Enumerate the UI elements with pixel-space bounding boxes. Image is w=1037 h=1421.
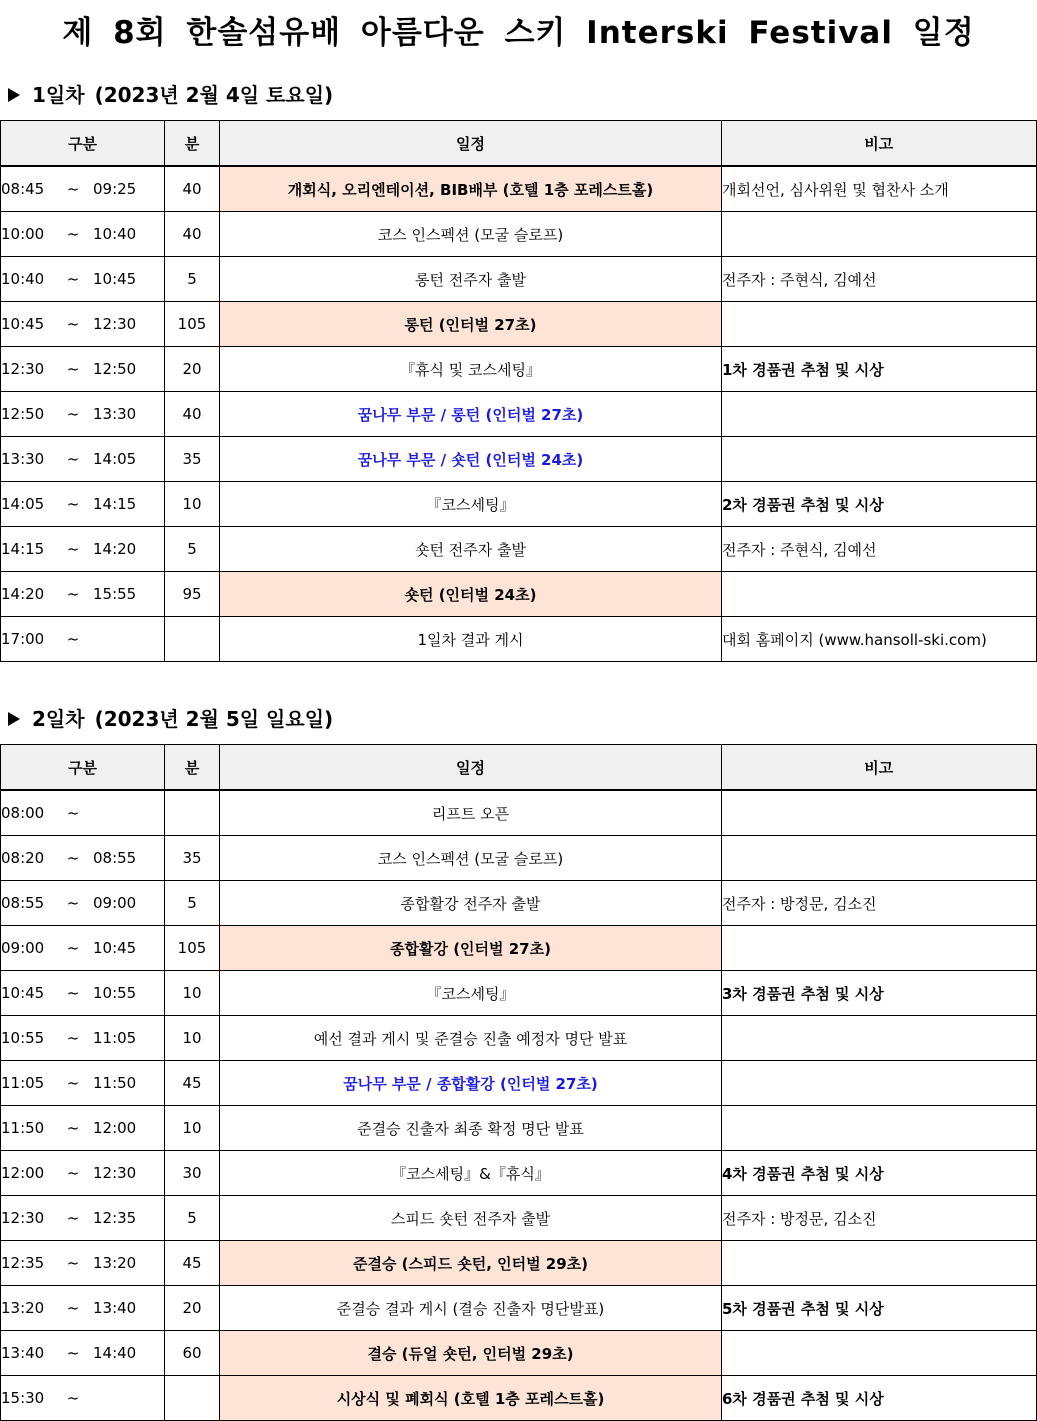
time-cell: 10:40 ~ 10:45 bbox=[1, 257, 165, 302]
note-cell: 4차 경품권 추첨 및 시상 bbox=[722, 1151, 1037, 1196]
triangle-bullet-icon bbox=[8, 712, 20, 726]
minutes-cell: 35 bbox=[165, 836, 220, 881]
minutes-cell: 40 bbox=[165, 392, 220, 437]
triangle-bullet-icon bbox=[8, 88, 20, 102]
table-row bbox=[1, 1286, 1037, 1331]
time-cell: 08:55 ~ 09:00 bbox=[1, 881, 165, 926]
minutes-cell bbox=[165, 617, 220, 662]
time-cell: 13:20 ~ 13:40 bbox=[1, 1286, 165, 1331]
table-row bbox=[1, 572, 1037, 617]
day1-label: 1일차 bbox=[32, 83, 85, 107]
table-row bbox=[1, 302, 1037, 347]
table-row bbox=[1, 392, 1037, 437]
minutes-cell: 45 bbox=[165, 1241, 220, 1286]
event-cell: 『코스세팅』 bbox=[220, 971, 722, 1016]
time-cell: 10:45 ~ 12:30 bbox=[1, 302, 165, 347]
note-cell bbox=[722, 392, 1037, 437]
note-cell bbox=[722, 836, 1037, 881]
minutes-cell: 60 bbox=[165, 1331, 220, 1376]
note-cell bbox=[722, 437, 1037, 482]
table-header-row bbox=[1, 121, 1037, 167]
table-row bbox=[1, 482, 1037, 527]
table-row bbox=[1, 881, 1037, 926]
header-time: 구분 bbox=[1, 745, 165, 791]
table-row bbox=[1, 1061, 1037, 1106]
time-cell: 10:00 ~ 10:40 bbox=[1, 212, 165, 257]
table-row bbox=[1, 926, 1037, 971]
header-time: 구분 bbox=[1, 121, 165, 167]
time-cell: 14:15 ~ 14:20 bbox=[1, 527, 165, 572]
day1-date: (2023년 2월 4일 토요일) bbox=[94, 83, 334, 107]
header-note: 비고 bbox=[722, 745, 1037, 791]
event-cell: 종합활강 (인터벌 27초) bbox=[220, 926, 722, 971]
table-row bbox=[1, 1151, 1037, 1196]
time-cell: 11:05 ~ 11:50 bbox=[1, 1061, 165, 1106]
header-schedule: 일정 bbox=[220, 745, 722, 791]
event-cell: 코스 인스펙션 (모굴 슬로프) bbox=[220, 836, 722, 881]
time-cell: 08:45 ~ 09:25 bbox=[1, 166, 165, 212]
table-row bbox=[1, 617, 1037, 662]
table-row bbox=[1, 347, 1037, 392]
table-header-row bbox=[1, 745, 1037, 791]
note-cell: 전주자 : 주현식, 김예선 bbox=[722, 527, 1037, 572]
table-row bbox=[1, 836, 1037, 881]
event-cell: 종합활강 전주자 출발 bbox=[220, 881, 722, 926]
table-row bbox=[1, 212, 1037, 257]
event-cell: 코스 인스펙션 (모굴 슬로프) bbox=[220, 212, 722, 257]
table-row bbox=[1, 437, 1037, 482]
time-cell: 17:00 ~ bbox=[1, 617, 165, 662]
minutes-cell: 20 bbox=[165, 1286, 220, 1331]
day1-schedule-table bbox=[0, 120, 1037, 662]
minutes-cell: 105 bbox=[165, 302, 220, 347]
minutes-cell: 5 bbox=[165, 1196, 220, 1241]
event-cell: 꿈나무 부문 / 롱턴 (인터벌 27초) bbox=[220, 392, 722, 437]
note-cell: 2차 경품권 추첨 및 시상 bbox=[722, 482, 1037, 527]
minutes-cell: 35 bbox=[165, 437, 220, 482]
table-row bbox=[1, 1196, 1037, 1241]
time-cell: 12:30 ~ 12:35 bbox=[1, 1196, 165, 1241]
event-cell: 예선 결과 게시 및 준결승 진출 예정자 명단 발표 bbox=[220, 1016, 722, 1061]
table-row bbox=[1, 166, 1037, 212]
event-cell: 꿈나무 부문 / 종합활강 (인터벌 27초) bbox=[220, 1061, 722, 1106]
minutes-cell bbox=[165, 790, 220, 836]
table-row bbox=[1, 1106, 1037, 1151]
time-cell: 12:35 ~ 13:20 bbox=[1, 1241, 165, 1286]
table-row bbox=[1, 1016, 1037, 1061]
minutes-cell bbox=[165, 1376, 220, 1421]
time-cell: 14:20 ~ 15:55 bbox=[1, 572, 165, 617]
time-cell: 10:55 ~ 11:05 bbox=[1, 1016, 165, 1061]
note-cell bbox=[722, 790, 1037, 836]
note-cell bbox=[722, 1061, 1037, 1106]
event-cell: 롱턴 전주자 출발 bbox=[220, 257, 722, 302]
note-cell: 전주자 : 주현식, 김예선 bbox=[722, 257, 1037, 302]
header-note: 비고 bbox=[722, 121, 1037, 167]
note-cell: 1차 경품권 추첨 및 시상 bbox=[722, 347, 1037, 392]
event-cell: 개회식, 오리엔테이션, BIB배부 (호텔 1층 포레스트홀) bbox=[220, 166, 722, 212]
event-cell: 꿈나무 부문 / 숏턴 (인터벌 24초) bbox=[220, 437, 722, 482]
table-row bbox=[1, 527, 1037, 572]
event-cell: 준결승 결과 게시 (결승 진출자 명단발표) bbox=[220, 1286, 722, 1331]
time-cell: 12:30 ~ 12:50 bbox=[1, 347, 165, 392]
time-cell: 15:30 ~ bbox=[1, 1376, 165, 1421]
note-cell bbox=[722, 572, 1037, 617]
minutes-cell: 10 bbox=[165, 971, 220, 1016]
table-row bbox=[1, 257, 1037, 302]
note-cell bbox=[722, 926, 1037, 971]
note-cell bbox=[722, 1241, 1037, 1286]
header-minutes: 분 bbox=[165, 745, 220, 791]
minutes-cell: 10 bbox=[165, 1016, 220, 1061]
event-cell: 숏턴 전주자 출발 bbox=[220, 527, 722, 572]
note-cell: 6차 경품권 추첨 및 시상 bbox=[722, 1376, 1037, 1421]
minutes-cell: 10 bbox=[165, 482, 220, 527]
minutes-cell: 40 bbox=[165, 212, 220, 257]
time-cell: 08:20 ~ 08:55 bbox=[1, 836, 165, 881]
table-row bbox=[1, 971, 1037, 1016]
minutes-cell: 5 bbox=[165, 527, 220, 572]
event-cell: 시상식 및 폐회식 (호텔 1층 포레스트홀) bbox=[220, 1376, 722, 1421]
time-cell: 11:50 ~ 12:00 bbox=[1, 1106, 165, 1151]
event-cell: 스피드 숏턴 전주자 출발 bbox=[220, 1196, 722, 1241]
time-cell: 12:00 ~ 12:30 bbox=[1, 1151, 165, 1196]
note-cell bbox=[722, 302, 1037, 347]
note-cell: 전주자 : 방정문, 김소진 bbox=[722, 1196, 1037, 1241]
event-cell: 리프트 오픈 bbox=[220, 790, 722, 836]
time-cell: 09:00 ~ 10:45 bbox=[1, 926, 165, 971]
table-row bbox=[1, 790, 1037, 836]
event-cell: 『휴식 및 코스세팅』 bbox=[220, 347, 722, 392]
minutes-cell: 10 bbox=[165, 1106, 220, 1151]
header-minutes: 분 bbox=[165, 121, 220, 167]
minutes-cell: 20 bbox=[165, 347, 220, 392]
note-cell bbox=[722, 1016, 1037, 1061]
day2-heading bbox=[8, 704, 333, 734]
minutes-cell: 95 bbox=[165, 572, 220, 617]
note-cell: 5차 경품권 추첨 및 시상 bbox=[722, 1286, 1037, 1331]
event-cell: 『코스세팅』 bbox=[220, 482, 722, 527]
day1-heading bbox=[8, 80, 333, 110]
minutes-cell: 45 bbox=[165, 1061, 220, 1106]
day2-label: 2일차 bbox=[32, 707, 85, 731]
note-cell bbox=[722, 1331, 1037, 1376]
note-cell: 3차 경품권 추첨 및 시상 bbox=[722, 971, 1037, 1016]
note-cell: 개회선언, 심사위원 및 협찬사 소개 bbox=[722, 166, 1037, 212]
event-cell: 『코스세팅』&『휴식』 bbox=[220, 1151, 722, 1196]
page-title: 제 8회 한솔섬유배 아름다운 스키 Interski Festival 일정 bbox=[62, 15, 975, 51]
time-cell: 10:45 ~ 10:55 bbox=[1, 971, 165, 1016]
note-cell bbox=[722, 212, 1037, 257]
header-schedule: 일정 bbox=[220, 121, 722, 167]
day2-schedule-table bbox=[0, 744, 1037, 1421]
note-cell bbox=[722, 1106, 1037, 1151]
day2-date: (2023년 2월 5일 일요일) bbox=[94, 707, 334, 731]
event-cell: 숏턴 (인터벌 24초) bbox=[220, 572, 722, 617]
minutes-cell: 5 bbox=[165, 257, 220, 302]
minutes-cell: 105 bbox=[165, 926, 220, 971]
time-cell: 13:40 ~ 14:40 bbox=[1, 1331, 165, 1376]
event-cell: 결승 (듀얼 숏턴, 인터벌 29초) bbox=[220, 1331, 722, 1376]
note-cell: 대회 홈페이지 (www.hansoll-ski.com) bbox=[722, 617, 1037, 662]
time-cell: 12:50 ~ 13:30 bbox=[1, 392, 165, 437]
event-cell: 1일차 결과 게시 bbox=[220, 617, 722, 662]
event-cell: 롱턴 (인터벌 27초) bbox=[220, 302, 722, 347]
event-cell: 준결승 진출자 최종 확정 명단 발표 bbox=[220, 1106, 722, 1151]
table-row bbox=[1, 1376, 1037, 1421]
time-cell: 08:00 ~ bbox=[1, 790, 165, 836]
note-cell: 전주자 : 방정문, 김소진 bbox=[722, 881, 1037, 926]
minutes-cell: 5 bbox=[165, 881, 220, 926]
time-cell: 14:05 ~ 14:15 bbox=[1, 482, 165, 527]
table-row bbox=[1, 1331, 1037, 1376]
event-cell: 준결승 (스피드 숏턴, 인터벌 29초) bbox=[220, 1241, 722, 1286]
table-row bbox=[1, 1241, 1037, 1286]
minutes-cell: 40 bbox=[165, 166, 220, 212]
time-cell: 13:30 ~ 14:05 bbox=[1, 437, 165, 482]
minutes-cell: 30 bbox=[165, 1151, 220, 1196]
